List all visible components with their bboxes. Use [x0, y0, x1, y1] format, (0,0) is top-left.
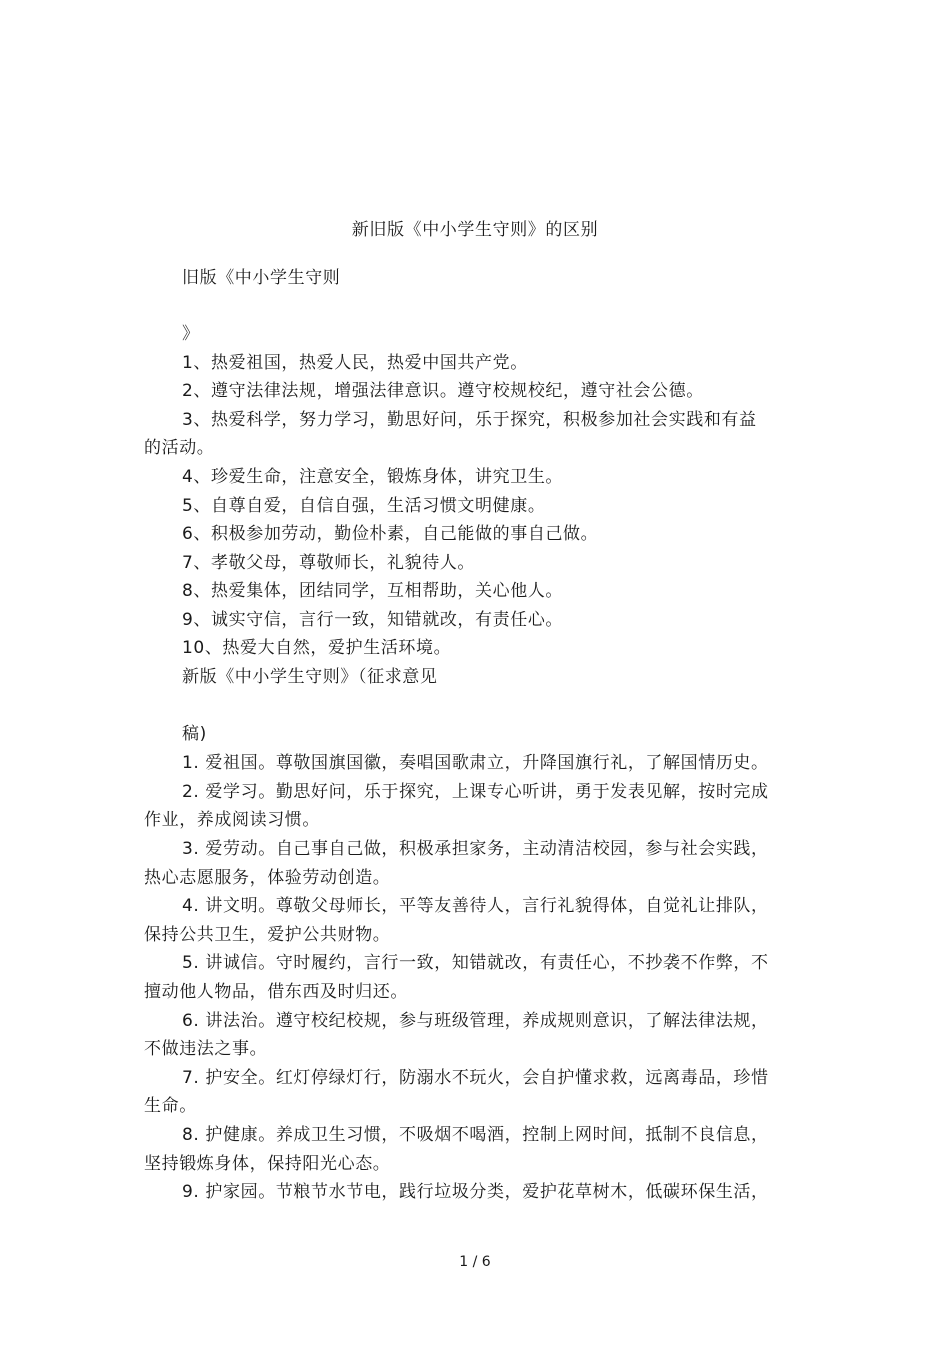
- page-number: 1 / 6: [459, 1254, 491, 1270]
- old-rule-4: 4、珍爱生命，注意安全，锻炼身体，讲究卫生。: [182, 467, 564, 487]
- old-rule-7: 7、孝敬父母，尊敬师长，礼貌待人。: [182, 553, 476, 573]
- new-rule-2-cont: 作业，养成阅读习惯。: [144, 810, 320, 830]
- new-rules-heading-cont: 稿): [182, 724, 207, 744]
- new-rules-heading: 新版《中小学生守则》（征求意见: [182, 667, 438, 687]
- old-rule-6: 6、积极参加劳动，勤俭朴素，自己能做的事自己做。: [182, 524, 599, 544]
- new-rule-7: 7. 护安全。红灯停绿灯行，防溺水不玩火，会自护懂求救，远离毒品，珍惜: [182, 1068, 769, 1088]
- new-rule-9: 9. 护家园。节粮节水节电，践行垃圾分类，爱护花草树木，低碳环保生活，: [182, 1182, 769, 1202]
- old-rule-8: 8、热爱集体，团结同学，互相帮助，关心他人。: [182, 581, 564, 601]
- old-rules-heading: 旧版《中小学生守则: [182, 268, 341, 288]
- old-rule-3: 3、热爱科学，努力学习，勤思好问，乐于探究，积极参加社会实践和有益: [182, 410, 757, 430]
- old-rule-9: 9、诚实守信，言行一致，知错就改，有责任心。: [182, 610, 564, 630]
- new-rule-5-cont: 擅动他人物品，借东西及时归还。: [144, 982, 408, 1002]
- new-rule-3: 3. 爱劳动。自己事自己做，积极承担家务，主动清洁校园，参与社会实践，: [182, 839, 769, 859]
- new-rule-8: 8. 护健康。养成卫生习惯，不吸烟不喝酒，控制上网时间，抵制不良信息，: [182, 1125, 769, 1145]
- page-title: 新旧版《中小学生守则》的区别: [351, 220, 599, 240]
- old-rule-2: 2、遵守法律法规，增强法律意识。遵守校规校纪，遵守社会公德。: [182, 381, 704, 401]
- old-rule-1: 1、热爱祖国，热爱人民，热爱中国共产党。: [182, 353, 528, 373]
- old-rule-3-cont: 的活动。: [144, 438, 215, 458]
- old-rules-heading-cont: 》: [182, 324, 200, 344]
- new-rule-3-cont: 热心志愿服务，体验劳动创造。: [144, 868, 391, 888]
- new-rule-8-cont: 坚持锻炼身体，保持阳光心态。: [144, 1154, 391, 1174]
- new-rule-5: 5. 讲诚信。守时履约，言行一致，知错就改，有责任心，不抄袭不作弊，不: [182, 953, 769, 973]
- old-rule-10: 10、热爱大自然，爱护生活环境。: [182, 638, 452, 658]
- new-rule-4-cont: 保持公共卫生，爱护公共财物。: [144, 925, 391, 945]
- new-rule-4: 4. 讲文明。尊敬父母师长，平等友善待人，言行礼貌得体，自觉礼让排队，: [182, 896, 769, 916]
- new-rule-6-cont: 不做违法之事。: [144, 1039, 268, 1059]
- new-rule-2: 2. 爱学习。勤思好问，乐于探究，上课专心听讲，勇于发表见解，按时完成: [182, 782, 769, 802]
- new-rule-1: 1. 爱祖国。尊敬国旗国徽，奏唱国歌肃立，升降国旗行礼，了解国情历史。: [182, 753, 769, 773]
- new-rule-6: 6. 讲法治。遵守校纪校规，参与班级管理，养成规则意识，了解法律法规，: [182, 1011, 769, 1031]
- new-rule-7-cont: 生命。: [144, 1096, 197, 1116]
- old-rule-5: 5、自尊自爱，自信自强，生活习惯文明健康。: [182, 496, 546, 516]
